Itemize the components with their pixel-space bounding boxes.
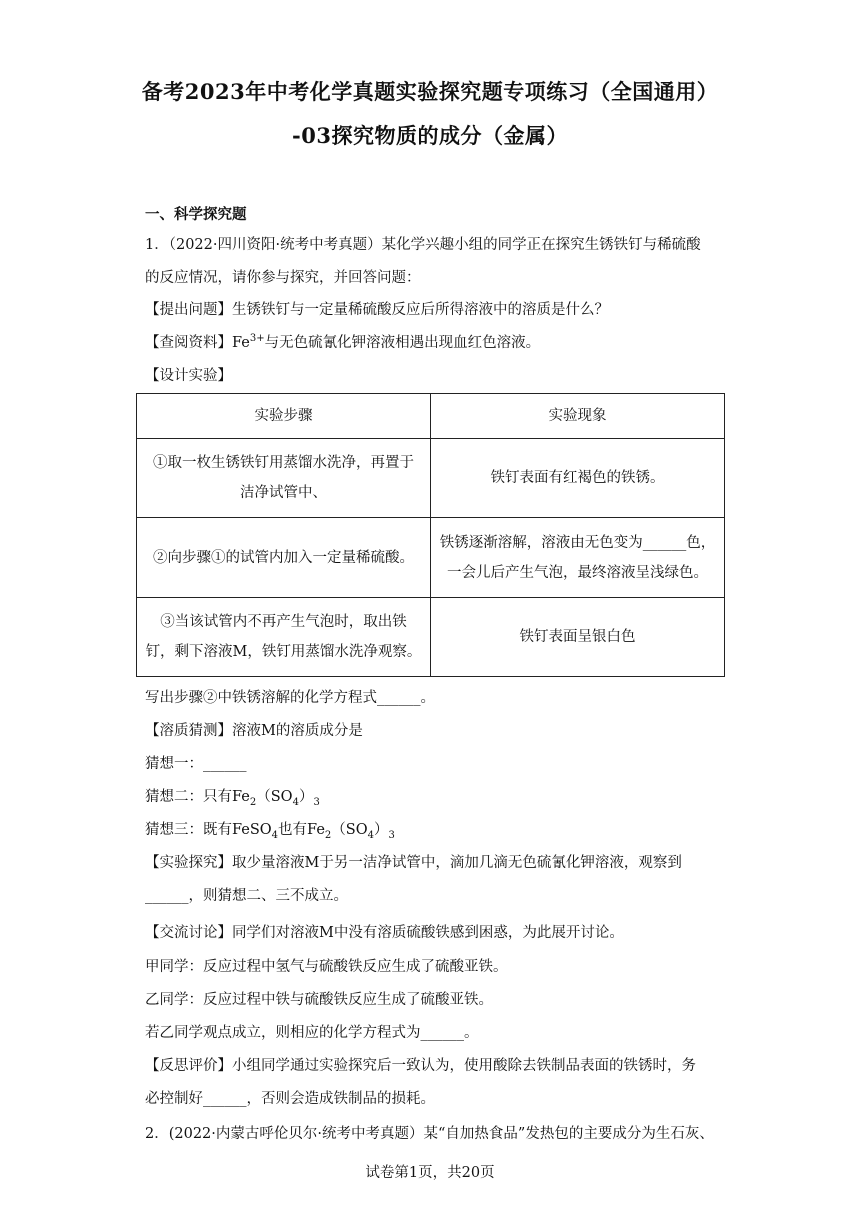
- guess-one: 猜想一：______: [145, 756, 247, 772]
- table-cell-result: 铁锈逐渐溶解，溶液由无色变为______色， 一会儿后产生气泡，最终溶液呈浅绿色。: [431, 518, 725, 598]
- question-1-intro: 1．（2022·四川资阳·统考中考真题）某化学兴趣小组的同学正在探究生锈铁钉与稀硫酸: [145, 237, 701, 253]
- student-a-view: 甲同学：反应过程中氢气与硫酸铁反应生成了硫酸亚铁。: [145, 959, 508, 975]
- reflection-cont: 必控制好______，否则会造成铁制品的损耗。: [145, 1091, 435, 1107]
- equation-prompt: 写出步骤②中铁锈溶解的化学方程式______。: [145, 690, 435, 706]
- table-cell-result: 铁钉表面有红褐色的铁锈。: [431, 439, 725, 518]
- experiment-explore: 【实验探究】取少量溶液M于另一洁净试管中，滴加几滴无色硫氰化钾溶液，观察到: [145, 855, 682, 871]
- table-header-row: [137, 394, 725, 439]
- page-footer: 试卷第1页，共20页: [365, 1165, 495, 1181]
- discussion: 【交流讨论】同学们对溶液M中没有溶质硫酸铁感到困惑，为此展开讨论。: [145, 925, 624, 941]
- table-cell-step: ②向步骤①的试管内加入一定量稀硫酸。: [137, 518, 431, 598]
- table-row: [137, 598, 725, 677]
- table-row: [137, 518, 725, 598]
- table-row: [137, 439, 725, 518]
- reflection: 【反思评价】小组同学通过实验探究后一致认为，使用酸除去铁制品表面的铁锈时，务: [145, 1058, 696, 1074]
- guess-two: 猜想二：只有$Fe_2(SO_4)_3$: [145, 789, 320, 808]
- page-title: 备考2023年中考化学真题实验探究题专项练习（全国通用）: [141, 79, 719, 104]
- solute-guess-title: 【溶质猜测】溶液M的溶质成分是: [145, 723, 363, 739]
- section-heading: 一、科学探究题: [145, 206, 247, 223]
- design-experiment: 【设计实验】: [145, 368, 232, 384]
- raise-question: 【提出问题】生锈铁钉与一定量稀硫酸反应后所得溶液中的溶质是什么？: [145, 302, 609, 318]
- question-2-intro: 2．(2022·内蒙古呼伦贝尔·统考中考真题）某“自加热食品”发热包的主要成分为生石灰、: [145, 1126, 714, 1142]
- experiment-explore-cont: ______，则猜想二、三不成立。: [145, 888, 348, 904]
- table-cell-step: ③当该试管内不再产生气泡时，取出铁 钉，剩下溶液M，铁钉用蒸馏水洗净观察。: [137, 598, 431, 677]
- question-1-intro-cont: 的反应情况，请你参与探究，并回答问题：: [145, 270, 421, 286]
- page-subtitle: -03探究物质的成分（金属）: [292, 123, 568, 148]
- reference-info: 【查阅资料】$Fe^{3+}$与无色硫氰化钾溶液相遇出现血红色溶液。: [145, 333, 541, 351]
- table-cell-result: 铁钉表面呈银白色: [431, 598, 725, 677]
- table-cell-step: ①取一枚生锈铁钉用蒸馏水洗净，再置于 洁净试管中、: [137, 439, 431, 518]
- student-b-view: 乙同学：反应过程中铁与硫酸铁反应生成了硫酸亚铁。: [145, 992, 493, 1008]
- table-header-step: 实验步骤: [137, 394, 431, 439]
- table-header-result: 实验现象: [431, 394, 725, 439]
- experiment-table: [136, 393, 725, 677]
- student-b-equation: 若乙同学观点成立，则相应的化学方程式为______。: [145, 1025, 479, 1041]
- guess-three: 猜想三：既有FeSO$_4$也有$Fe_2(SO_4)_3$: [145, 822, 395, 841]
